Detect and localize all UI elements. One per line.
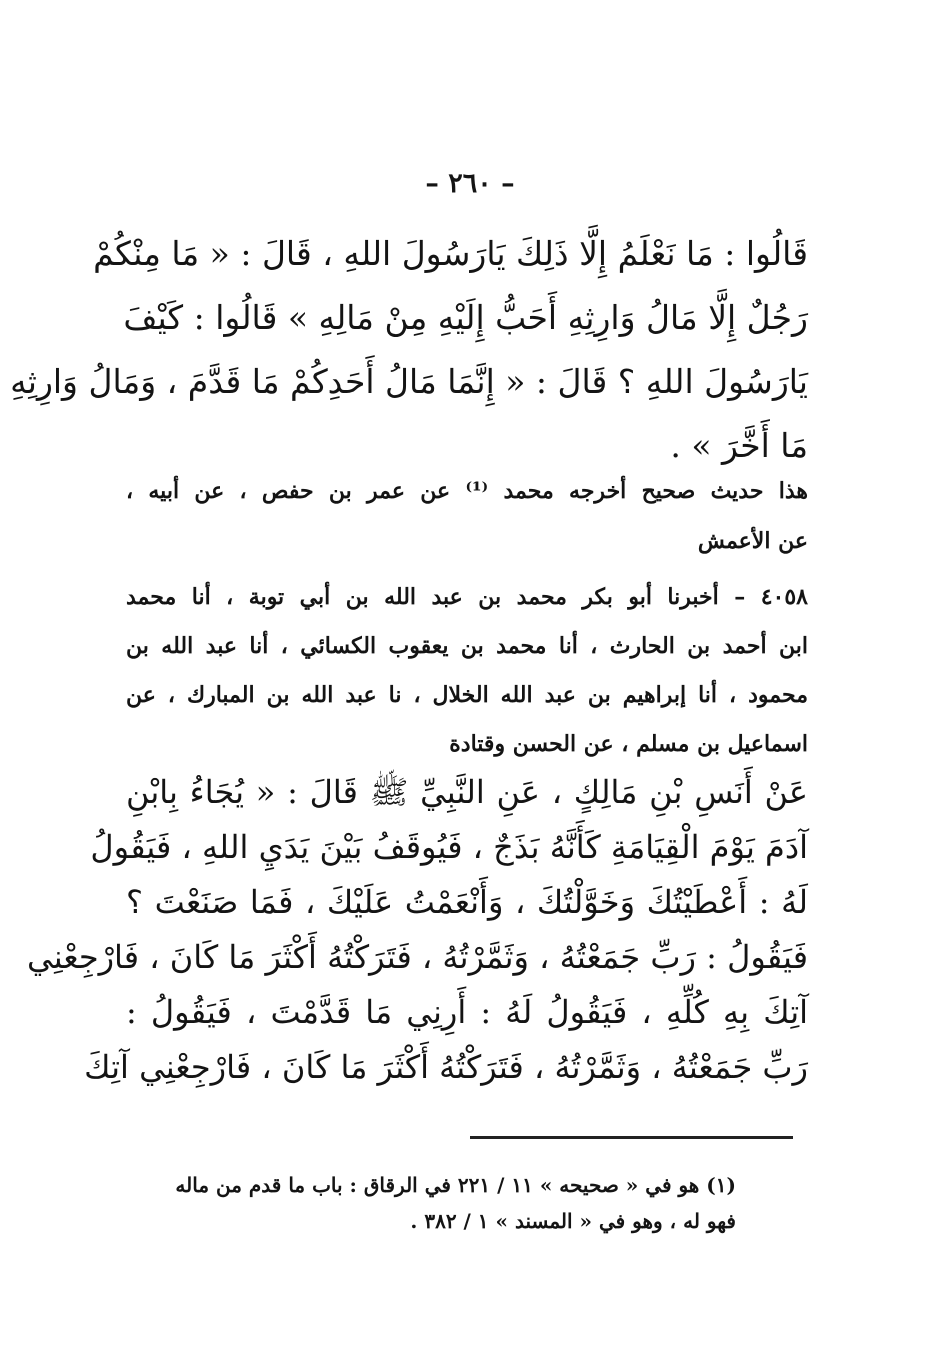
text-line: قَالُوا : مَا نَعْلَمُ إِلَّا ذَلِكَ يَارَسُولَ اللهِ ، قَالَ : « مَا مِنْكُمْ	[93, 234, 808, 273]
text-line: رَبِّ جَمَعْتُهُ ، وَثَمَّرْتُهُ ، فَتَرَكْتُهُ أَكْثَرَ مَا كَانَ ، فَارْجِعْنِي آتِكَ	[84, 1048, 808, 1086]
footnotes	[130, 1167, 736, 1239]
text-line: رَجُلٌ إِلَّا مَالُ وَارِثِهِ أَحَبُّ إِلَيْهِ مِنْ مَالِهِ » قَالُوا : كَيْفَ	[123, 298, 808, 337]
text-line: عَنْ أَنَسِ بْنِ مَالِكٍ ، عَنِ النَّبِيِّ ﷺ قَالَ : « يُجَاءُ بِابْنِ	[126, 773, 808, 811]
text-line: هذا حديث صحيح أخرجه محمد ⁽¹⁾ عن عمر بن حفص ، عن أبيه ،	[126, 478, 809, 504]
text-line: محمود ، أنا إبراهيم بن عبد الله الخلال ، نا عبد الله بن المبارك ، عن	[126, 682, 808, 708]
text-line: آدَمَ يَوْمَ الْقِيَامَةِ كَأَنَّهُ بَذَجٌ ، فَيُوقَفُ بَيْنَ يَدَيِ اللهِ ، فَيَقُولُ	[90, 828, 808, 866]
footnote-line: (١) هو في « صحيحه » ١١ / ٢٢١ في الرقاق : باب ما قدم من ماله	[175, 1173, 736, 1197]
footnote-line: فهو له ، وهو في « المسند » ١ / ٣٨٢ .	[410, 1209, 736, 1233]
text-line: آتِكَ بِهِ كُلِّهِ ، فَيَقُولُ لَهُ : أَرِنِي مَا قَدَّمْتَ ، فَيَقُولُ :	[126, 993, 808, 1031]
footnote-separator	[470, 1136, 793, 1139]
text-line: ابن أحمد بن الحارث ، أنا محمد بن يعقوب الكسائي ، أنا عبد الله بن	[126, 633, 808, 659]
hadith-text-continuation	[10, 222, 808, 478]
text-line: مَا أَخَّرَ » .	[670, 426, 808, 465]
page-number: – ٢٦٠ –	[425, 168, 515, 199]
isnad-chain	[126, 573, 808, 769]
text-line: ٤٠٥٨ – أخبرنا أبو بكر محمد بن عبد الله بن أبي توبة ، أنا محمد	[126, 584, 808, 610]
text-line: اسماعيل بن مسلم ، عن الحسن وقتادة	[449, 731, 808, 757]
hadith-matn	[27, 765, 808, 1095]
text-line: يَارَسُولَ اللهِ ؟ قَالَ : « إِنَّمَا مَالُ أَحَدِكُمْ مَا قَدَّمَ ، وَمَالُ وَارِثِهِ	[10, 362, 808, 401]
authentication-note	[126, 466, 808, 566]
text-line: عن الأعمش	[697, 528, 808, 554]
text-line: لَهُ : أَعْطَيْتُكَ وَخَوَّلْتُكَ ، وَأَنْعَمْتُ عَلَيْكَ ، فَمَا صَنَعْتَ ؟	[126, 883, 808, 921]
text-line: فَيَقُولُ : رَبِّ جَمَعْتُهُ ، وَثَمَّرْتُهُ ، فَتَرَكْتُهُ أَكْثَرَ مَا كَانَ ، فَارْجِعْنِي	[27, 938, 808, 976]
